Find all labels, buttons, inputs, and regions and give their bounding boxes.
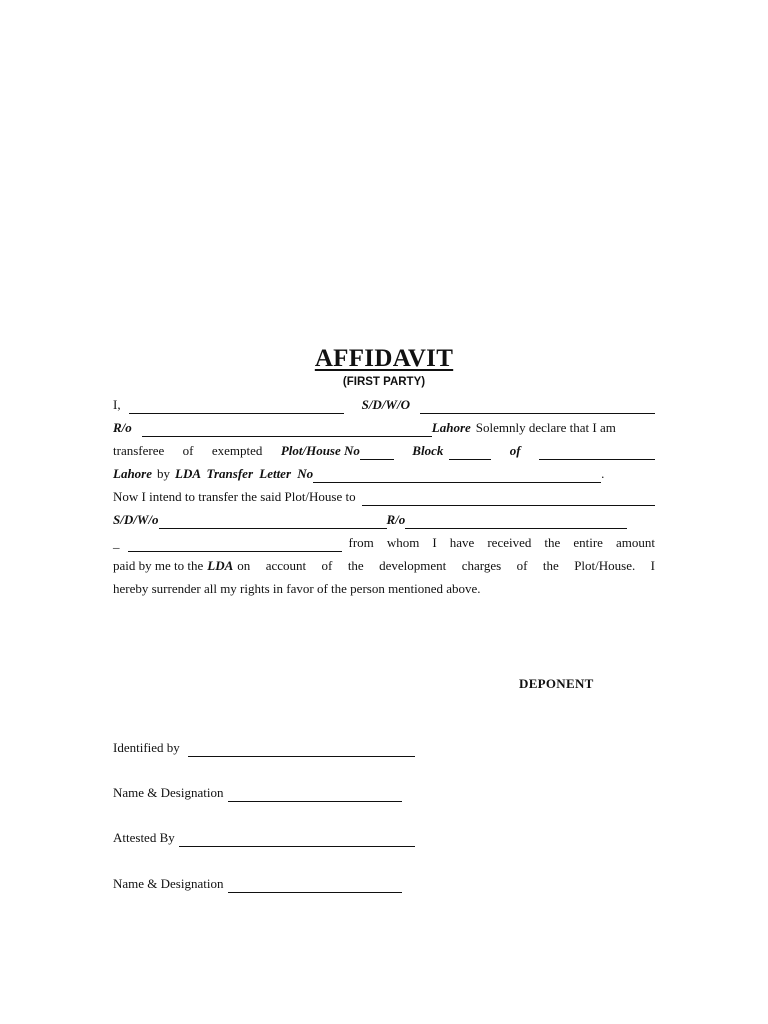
line-period: . (601, 466, 605, 481)
name-designation-blank-2[interactable] (228, 879, 402, 893)
declaration-line-7 (113, 534, 655, 552)
transferee-name-blank[interactable] (362, 492, 655, 506)
declaration-line-6 (113, 511, 655, 529)
transferee-residence-label: R/o (386, 512, 406, 527)
block-label: Block (412, 443, 444, 458)
transfer-letter-label: LDA Transfer Letter No (175, 466, 314, 481)
lead-underscore: _ (113, 535, 120, 550)
transferee-parent-blank[interactable] (159, 515, 387, 529)
block-blank[interactable] (449, 446, 491, 460)
pronoun-label: I, (113, 397, 121, 412)
deponent-address-blank[interactable] (142, 423, 432, 437)
document-title: AFFIDAVIT (314, 345, 454, 372)
development-charges-text: on account of the development charges of the Plot/House. I (237, 558, 655, 573)
received-amount-text: from whom I have received the entire amount (348, 535, 655, 550)
transferee-address-blank[interactable] (405, 515, 627, 529)
declaration-line-9 (113, 580, 655, 598)
deponent-label: DEPONENT (519, 676, 594, 691)
name-designation-field-1 (113, 784, 402, 802)
declaration-line-4 (113, 465, 655, 483)
transferee-word: transferee (113, 443, 165, 458)
of-word: of (182, 443, 194, 458)
document-subtitle: (FIRST PARTY) (342, 376, 426, 388)
scheme-blank[interactable] (539, 446, 655, 460)
declaration-line-1 (113, 396, 655, 414)
name-designation-field-2 (113, 875, 402, 893)
transfer-letter-blank[interactable] (313, 469, 601, 483)
identified-by-label: Identified by (113, 740, 180, 755)
residence-label: R/o (113, 420, 132, 435)
of-label: of (509, 443, 521, 458)
attested-by-blank[interactable] (179, 833, 415, 847)
paid-by-text: paid by me to the (113, 558, 204, 573)
exempted-word: exempted (211, 443, 263, 458)
deponent-name-blank[interactable] (129, 400, 344, 414)
transferee-address-continued-blank[interactable] (128, 538, 342, 552)
declaration-line-2 (113, 419, 655, 437)
attested-by-label: Attested By (113, 830, 175, 845)
name-designation-label-1: Name & Designation (113, 785, 224, 800)
by-word: by (157, 466, 170, 481)
declaration-line-3 (113, 442, 655, 460)
city-label: Lahore (431, 420, 471, 435)
lda-label: LDA (207, 558, 234, 573)
identified-by-field (113, 739, 415, 757)
identified-by-blank[interactable] (188, 743, 415, 757)
deponent-parent-blank[interactable] (420, 400, 655, 414)
declaration-line-8 (113, 557, 655, 575)
plot-number-blank[interactable] (360, 446, 394, 460)
declare-text: Solemnly declare that I am (475, 420, 616, 435)
declaration-line-5 (113, 488, 655, 506)
name-designation-label-2: Name & Designation (113, 876, 224, 891)
surrender-rights-text: hereby surrender all my rights in favor of the person mentioned above. (113, 581, 481, 596)
intent-text: Now I intend to transfer the said Plot/House to (113, 489, 356, 504)
plot-house-label: Plot/House No (280, 443, 360, 458)
attested-by-field (113, 829, 415, 847)
transferee-sdwo-label: S/D/W/o (113, 512, 159, 527)
sdwo-label: S/D/W/O (361, 397, 410, 412)
name-designation-blank-1[interactable] (228, 788, 402, 802)
city-label-2: Lahore (113, 466, 152, 481)
